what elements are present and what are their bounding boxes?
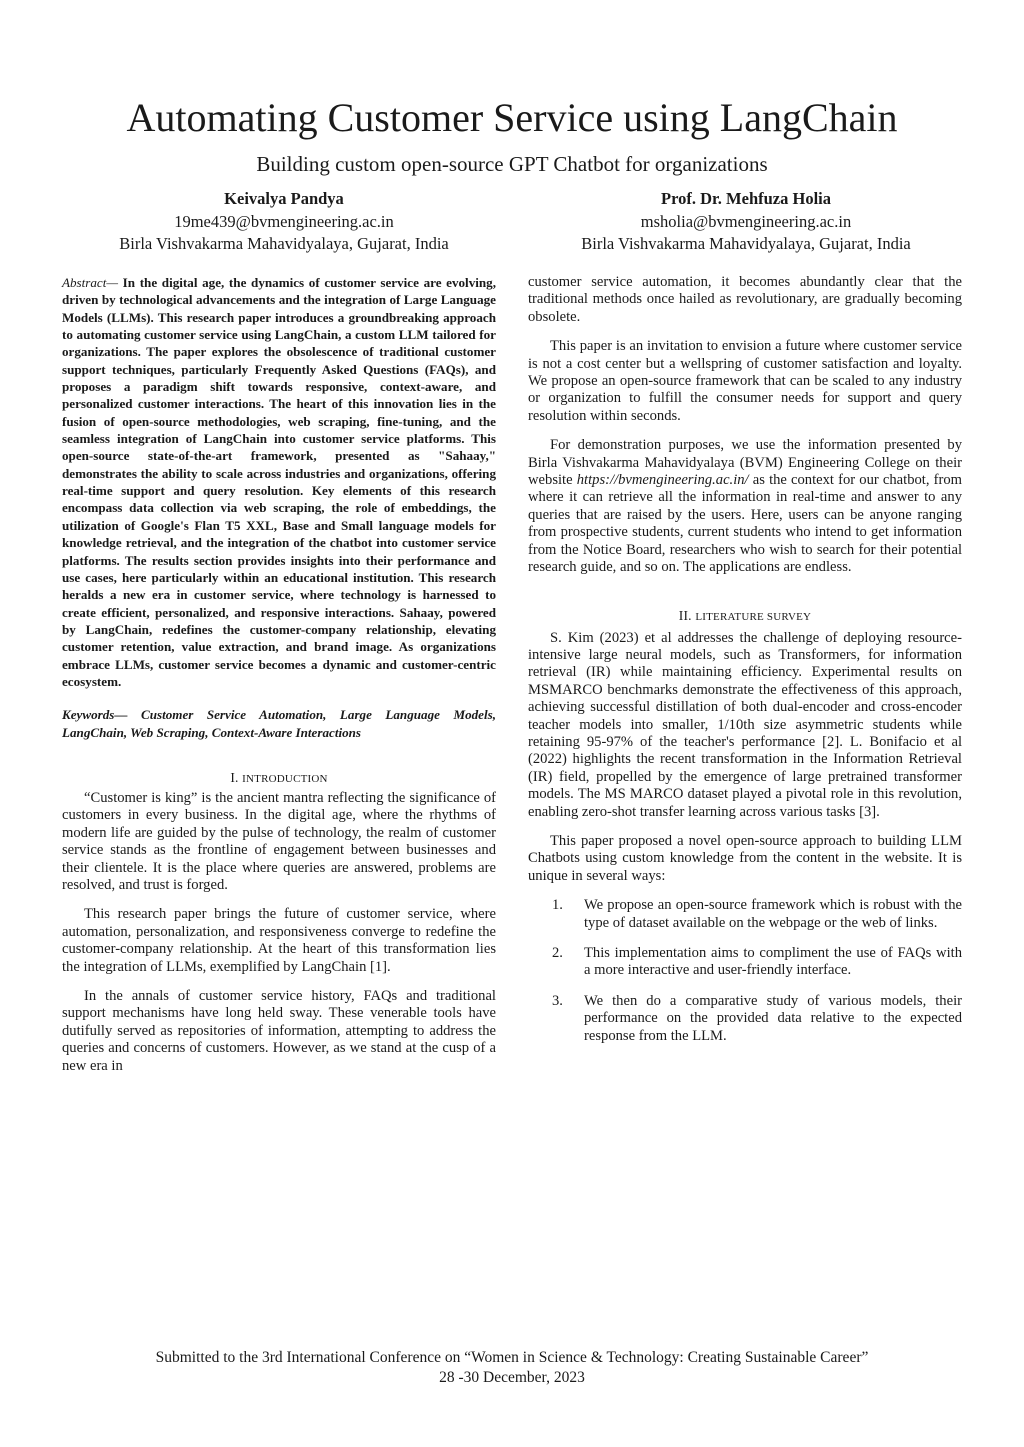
literature-paragraph-2: This paper proposed a novel open-source approach to building LLM Chatbots using custom knowledge from the content in the website. It is unique in several ways: — [528, 832, 962, 884]
list-item — [528, 945, 962, 980]
list-item — [528, 993, 962, 1045]
keywords — [62, 706, 496, 741]
list-text: We then do a comparative study of various models, their performance on the provided data relative to the expected response from the LLM. — [584, 992, 962, 1044]
intro-paragraph-4: This paper is an invitation to envision a future where customer service is not a cost center but a wellspring of customer satisfaction and loyalty. We propose an open-source framework that can be scaled to any industry or organization to fulfill the consumer needs for support and query resolution within seconds. — [528, 338, 962, 424]
abstract-text: In the digital age, the dynamics of customer service are evolving, driven by technological advancements and the integration of Large Language Models (LLMs). This research paper introduces a groundbreaking approach to automating customer service using LangChain, a custom LLM tailored for organizations. The paper explores the obsolescence of traditional customer support techniques, particularly Frequently Asked Questions (FAQs), and proposes a paradigm shift towards responsive, context-aware, and personalized customer interactions. The heart of this innovation lies in the fusion of open-source methodologies, web scraping, fine-tuning, and the seamless integration of LangChain into customer service platforms. This open-source state-of-the-art framework, presented as "Sahaay," demonstrates the ability to scale across industries and organizations, offering real-time support and query resolution. Key elements of this research encompass data collection via web scraping, the role of embeddings, the utilization of Google's Flan T5 XXL, Base and Small language models for knowledge retrieval, and the integration of the chatbot into customer service platforms. The results section provides insights into their performance and use cases, here particularly within an educational institution. This research heralds a new era in customer service, where technology is harnessed to create efficient, personalized, and responsive interactions. Sahaay, powered by LangChain, redefines the customer-company relationship, elevating customer retention, value extraction, and brand image. As organizations embrace LLMs, customer service becomes a dynamic and customer-centric ecosystem. — [62, 275, 496, 689]
keywords-text: Customer Service Automation, Large Language Models, LangChain, Web Scraping, Context-Aware Interactions — [62, 707, 496, 740]
list-text: This implementation aims to compliment the use of FAQs with a more interactive and user-friendly interface. — [584, 945, 962, 979]
author-affiliation: Birla Vishvakarma Mahavidyalaya, Gujarat, India — [581, 234, 911, 253]
website-link[interactable]: https://bvmengineering.ac.in/ — [576, 472, 749, 489]
section-heading-introduction — [62, 769, 496, 788]
abstract-label: Abstract— — [62, 275, 119, 290]
intro-paragraph-1: “Customer is king” is the ancient mantra reflecting the significance of customers in every business. In the digital age, where the rhythms of modern life are guided by the pulse of technology, the realm of customer service stands as the frontline of engagement between businesses and their clientele. It is the place where queries are answered, problems are resolved, and trust is forged. — [62, 789, 496, 893]
abstract — [62, 274, 496, 690]
list-number: 3. — [552, 992, 563, 1009]
author-name: Prof. Dr. Mehfuza Holia — [660, 189, 832, 208]
left-column — [62, 274, 496, 1075]
right-column — [528, 274, 962, 1058]
list-item — [528, 897, 962, 932]
intro-paragraph-3-continued: customer service automation, it becomes abundantly clear that the traditional methods once hailed as revolutionary, are gradually becoming obsolete. — [528, 274, 962, 325]
keywords-label: Keywords— — [62, 707, 128, 723]
demo-text-after: as the context for our chatbot, from where it can retrieve all the information in real-time and answer to any queries that are raised by the users. Here, users can be anyone ranging from prospective students, current students who intend to get information from the Notice Board, researchers who wish to search for their potential research guide, and so on. The applications are endless. — [528, 472, 963, 576]
list-number: 1. — [552, 897, 563, 914]
author-affiliation: Birla Vishvakarma Mahavidyalaya, Gujarat, India — [119, 234, 449, 253]
paper-subtitle: Building custom open-source GPT Chatbot for organizations — [256, 152, 768, 176]
contribution-list — [528, 897, 962, 1045]
section-numeral: II. — [678, 607, 692, 623]
section-title: INTRODUCTION — [242, 772, 328, 785]
author-block-2 — [526, 188, 966, 256]
conference-footer — [0, 1348, 1024, 1388]
list-number: 2. — [552, 945, 563, 961]
literature-paragraph-1: S. Kim (2023) et al addresses the challenge of deploying resource-intensive large neural models, such as Transformers, for information retrieval (IR) while maintaining efficiency. Experimental results on MSMARCO benchmarks demonstrate the effectiveness of this approach, achieving successful distillation of both dual-encoder and cross-encoder teacher models into smaller, 1/10th size asymmetric students while retaining 95-97% of the teacher's performance [2]. L. Bonifacio et al (2022) highlights the recent transformation in the Information Retrieval (IR) field, propelled by the emergence of large pretrained transformer models. The MS MARCO dataset played a pivotal role in this revolution, enabling zero-shot transfer learning across various tasks [3]. — [528, 629, 962, 820]
footer-line-2: 28 -30 December, 2023 — [439, 1369, 585, 1386]
author-email: 19me439@bvmengineering.ac.in — [174, 211, 394, 231]
section-heading-literature — [528, 607, 962, 626]
section-numeral: I. — [230, 769, 239, 785]
demo-text-before: For demonstration purposes, we use the information presented by Birla Vishvakarma Mahavidyalaya (BVM) Engineering College on their website — [528, 437, 962, 489]
intro-paragraph-3: In the annals of customer service history, FAQs and traditional support mechanisms have long held sway. These venerable tools have dutifully served as repositories of information, attempting to address the queries and concerns of customers. However, as we stand at the cusp of a new era in — [62, 988, 496, 1074]
author-name: Keivalya Pandya — [224, 189, 344, 208]
paper-title: Automating Customer Service using LangChain — [126, 95, 898, 140]
list-text: We propose an open-source framework which is robust with the type of dataset available on the webpage or the web of links. — [584, 897, 962, 931]
intro-paragraph-5 — [528, 437, 962, 576]
author-email: msholia@bvmengineering.ac.in — [640, 211, 852, 231]
section-title: LITERATURE SURVEY — [695, 610, 812, 623]
footer-line-1: Submitted to the 3rd International Conference on “Women in Science & Technology: Creating Sustainable Career” — [155, 1349, 869, 1366]
author-block-1 — [64, 188, 504, 256]
intro-paragraph-2: This research paper brings the future of customer service, where automation, personalization, and responsiveness converge to redefine the customer-company relationship. At the heart of this transformation lies the integration of LLMs, exemplified by LangChain [1]. — [62, 906, 496, 975]
